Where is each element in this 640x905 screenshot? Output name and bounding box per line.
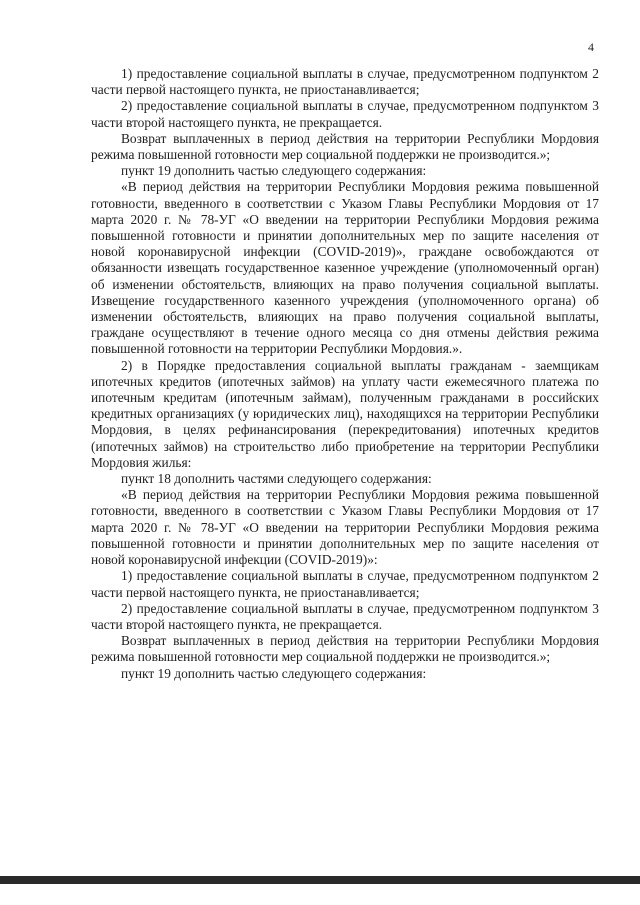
paragraph: пункт 19 дополнить частью следующего содержания: [121,665,427,681]
scan-bottom-edge [0,876,640,884]
page-number: 4 [588,40,594,54]
paragraph: 2) предоставление социальной выплаты в случае, предусмотренном подпунктом 3 части второй настоящего пункта, не прекращается. [91,600,599,632]
document-body [91,66,599,682]
paragraph: «В период действия на территории Республики Мордовия режима повышенной готовности, введенного в соответствии с Указом Главы Республики Мордовия от 17 марта 2020 г. № 78-УГ «О введении на территории Республики Мордовия режима повышенной готовности и принятии дополнительных мер по защите населения от новой коронавирусной инфекции (COVID-2019)»: [91,487,599,568]
paragraph: Возврат выплаченных в период действия на территории Республики Мордовия режима повышенной готовности мер социальной поддержки не производится.»; [91,633,599,665]
paragraph: Возврат выплаченных в период действия на территории Республики Мордовия режима повышенной готовности мер социальной поддержки не производится.»; [91,130,599,163]
paragraph: пункт 19 дополнить частью следующего содержания: [121,163,427,179]
paragraph: 1) предоставление социальной выплаты в случае, предусмотренном подпунктом 2 части первой настоящего пункта, не приостанавливается; [91,568,599,600]
paragraph: 1) предоставление социальной выплаты в случае, предусмотренном подпунктом 2 части первой настоящего пункта, не приостанавливается; [91,66,599,98]
paragraph: 2) предоставление социальной выплаты в случае, предусмотренном подпунктом 3 части второй настоящего пункта, не прекращается. [91,98,599,130]
paragraph: «В период действия на территории Республики Мордовия режима повышенной готовности, введенного в соответствии с Указом Главы Республики Мордовия от 17 марта 2020 г. № 78-УГ «О введении на территории Республики Мордовия режима повышенной готовности и принятии дополнительных мер по защите населения от новой коронавирусной инфекции (COVID-2019)», граждане освобождаются от обязанности извещать государственное казенное учреждение (уполномоченный орган) об изменении обстоятельств, влияющих на право получения социальной выплаты. Извещение государственного казенного учреждения (уполномоченного органа) об изменении обстоятельств, влияющих на право получения социальной выплаты, граждане осуществляют в течение одного месяца со дня отмены действия режима повышенной готовности на территории Республики Мордовия.». [91,179,599,357]
paragraph: пункт 18 дополнить частями следующего содержания: [121,471,432,487]
paragraph: 2) в Порядке предоставления социальной выплаты гражданам - заемщикам ипотечных кредитов (ипотечных займов) на уплату части ежемесячного платежа по ипотечным кредитам (ипотечным займам), полученным гражданами в российских кредитных организациях (у юридических лиц), находящихся на территории Республики Мордовия, в целях рефинансирования (перекредитования) ипотечных кредитов (ипотечных займов) на строительство либо приобретение на территории Республики Мордовия жилья: [91,357,599,470]
